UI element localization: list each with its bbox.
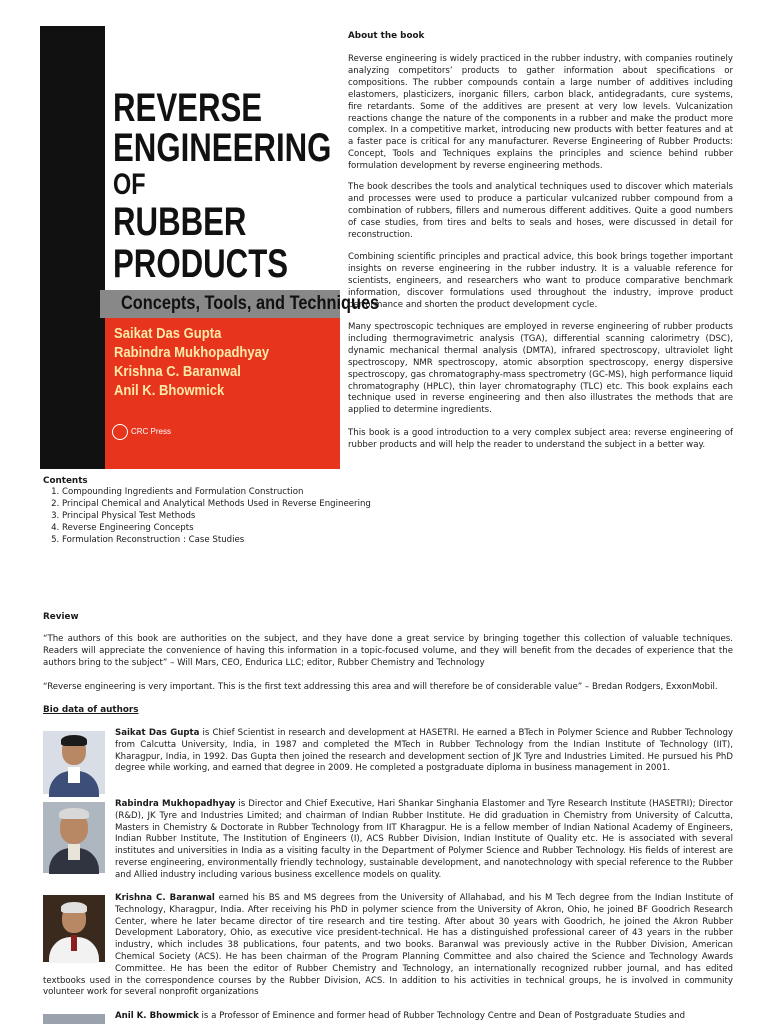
bio-name: Saikat Das Gupta: [115, 728, 200, 738]
about-paragraph-5: This book is a good introduction to a very complex subject area: reverse engineering of rubber products and will help the reader to understand the subject in a better way.: [348, 428, 733, 450]
bio-name: Anil K. Bhowmick: [115, 1011, 199, 1021]
cover-author-3: Krishna C. Baranwal: [114, 364, 241, 380]
cover-title-line-1: REVERSE: [113, 86, 263, 130]
bio-name: Krishna C. Baranwal: [115, 893, 215, 903]
bio-entry-4: [115, 1011, 733, 1023]
bio-entry-3: [43, 893, 733, 999]
cover-publisher: CRC Press: [112, 424, 171, 440]
cover-spine: [40, 26, 105, 469]
contents-item: 1. Compounding Ingredients and Formulation Construction: [62, 487, 482, 499]
contents-item: 3. Principal Physical Test Methods: [62, 511, 482, 523]
contents-list: [36, 487, 482, 547]
cover-author-1: Saikat Das Gupta: [114, 326, 222, 342]
review-quote-1: “The authors of this book are authorities on the subject, and they have done a great service by bringing together this collection of valuable techniques. Readers will appreciate the convenience of having this information in a topic-focused volume, and they will benefit from the decades of experience that the authors bring to the subject” – Will Mars, CEO, Endurica LLC; editor, Rubber Chemistry and Technology: [43, 634, 733, 668]
bio-entry-2: [115, 799, 733, 882]
contents-item: 4. Reverse Engineering Concepts: [62, 523, 482, 535]
crc-logo-icon: [112, 424, 128, 440]
book-cover-image: [40, 26, 380, 469]
cover-title-line-5: PRODUCTS: [113, 242, 289, 286]
about-paragraph-4: Many spectroscopic techniques are employed in reverse engineering of rubber products including thermogravimetric analysis (TGA), differential scanning calorimetry (DSC), dynamic mechanical thermal analysis (DMTA), infrared spectroscopy, ultraviolet light spectroscopy, NMR spectroscopy, atomic absorption spectroscopy, energy dispersive spectroscopy, gas chromatography-mass spectrometry (GC-MS), high performance liquid chromatography (HPLC), thin layer chromatography (TLC) etc. This book explains each technique used in reverse engineering and then also illustrates the methods that are applied to determine ingredients.: [348, 322, 733, 416]
review-heading: Review: [43, 612, 79, 622]
cover-author-4: Anil K. Bhowmick: [114, 383, 225, 399]
contents-item: 5. Formulation Reconstruction : Case Studies: [62, 535, 482, 547]
about-paragraph-1: Reverse engineering is widely practiced in the rubber industry, with companies routinely analyzing competitors’ products to gather information about specifications or compositions. The rubber compounds contain a large number of additives including elastomers, plasticizers, inorganic fillers, carbon black, antidegradants, cure systems, fire retardants. Some of the additives are present at very low levels. Vulcanization reactions change the nature of the components in a rubber and make the product more complex. In a competitive market, introducing new products with better features and at a faster pace is critical for any manufacturer. Reverse Engineering of Rubber Products: Concept, Tools and Techniques explains the principles and science behind rubber formulation development by reverse engineering methods.: [348, 54, 733, 172]
bio-entry-1: [115, 728, 733, 775]
bio-text: earned his BS and MS degrees from the University of Allahabad, and his M Tech degree from the Indian Institute of Technology, Kharagpur, India. After receiving his PhD in polymer science from the University of Akron, Ohio, he joined BF Goodrich Research Center, where he later became director of tire research and tire testing. After about 30 years with Goodrich, he joined the Akron Rubber Development Laboratory, Ohio, as executive vice president-technical. He has a distinguished professional career of 43 years in the rubber industry, which includes 38 publications, four patents, and two books. Baranwal was previously active in the Rubber Division, American Chemical Society (ACS). He has been chairman of the Program Planning Committee and also chaired the Science and Technology Awards Committee. He has been the editor of Rubber Chemistry and Technology, an internationally recognized rubber journal, and has edited textbooks used in the correspondence courses by the Rubber Division, ACS. In addition to his activities in technical groups, he is involved in community volunteer work for several nonprofit organizations: [43, 893, 733, 998]
cover-title-line-3: OF: [113, 168, 146, 201]
bio-text: is Director and Chief Executive, Hari Shankar Singhania Elastomer and Tyre Research Institute (HASETRI); Director (R&D), JK Tyre and Industries Limited; and chairman of Indian Rubber Institute. He did graduation in Chemistry from University of Calcutta, Masters in Chemistry & Doctorate in Rubber Technology from IIT Kharagpur. He is a fellow member of Indian National Academy of Engineers, Indian Rubber Institute, The Institution of Engineers (I), ACS Rubber Division, Indian Institute of Quality etc. He is associated with several institutes and universities in India as a visiting faculty in the Department of Polymer Science and Rubber Technology. His fields of interest are reverse engineering, environmentally friendly technology, sustainable development, and nanotechnology with special reference to the Rubber and Allied industry including various business excellence models on quality.: [115, 799, 733, 880]
bio-heading: Bio data of authors: [43, 705, 139, 715]
cover-title-line-4: RUBBER: [113, 200, 247, 244]
author-photo-anil: [43, 1014, 105, 1024]
review-quote-2: “Reverse engineering is very important. This is the first text addressing this area and will therefore be of considerable value” – Bredan Rodgers, ExxonMobil.: [43, 682, 718, 692]
author-photo-saikat: [43, 731, 105, 794]
bio-name: Rabindra Mukhopadhyay: [115, 799, 236, 809]
about-paragraph-2: The book describes the tools and analytical techniques used to discover which materials and processes were used to produce a particular vulcanized rubber compound from a combination of rubbers, fillers and numerous different additives. Quite a good numbers of case studies, from tires and belts to seals and hoses, were discussed in detail for reconstruction.: [348, 182, 733, 240]
bio-text: is a Professor of Eminence and former head of Rubber Technology Centre and Dean of Postgraduate Studies and: [198, 1011, 686, 1021]
contents-item: 2. Principal Chemical and Analytical Methods Used in Reverse Engineering: [62, 499, 482, 511]
cover-subtitle: Concepts, Tools, and Techniques: [100, 290, 340, 318]
author-photo-rabindra: [43, 802, 105, 873]
cover-author-2: Rabindra Mukhopadhyay: [114, 345, 270, 361]
bio-text: is Chief Scientist in research and development at HASETRI. He earned a BTech in Polymer Science and Rubber Technology from Calcutta University, India, in 1987 and completed the MTech in Rubber Technology from the Indian Institute of Technology (IIT), Kharagpur, India, in 1992. Das Gupta then joined the research and development section of JK Tyre and Industries Limited. He pursued his PhD degree while working, and earned that degree in 2009. He completed a postgraduate diploma in business management in 2001.: [115, 728, 733, 774]
about-paragraph-3: Combining scientific principles and practical advice, this book brings together important insights on reverse engineering in the rubber industry. It is a valuable reference for scientists, engineers, and researchers who want to produce comparative benchmark information, discover formulations used throughout the industry, improve product performance and shorten the product development cycle.: [348, 252, 733, 310]
about-heading: About the book: [348, 31, 425, 41]
contents-heading: Contents: [43, 476, 88, 486]
cover-title-line-2: ENGINEERING: [113, 126, 332, 170]
